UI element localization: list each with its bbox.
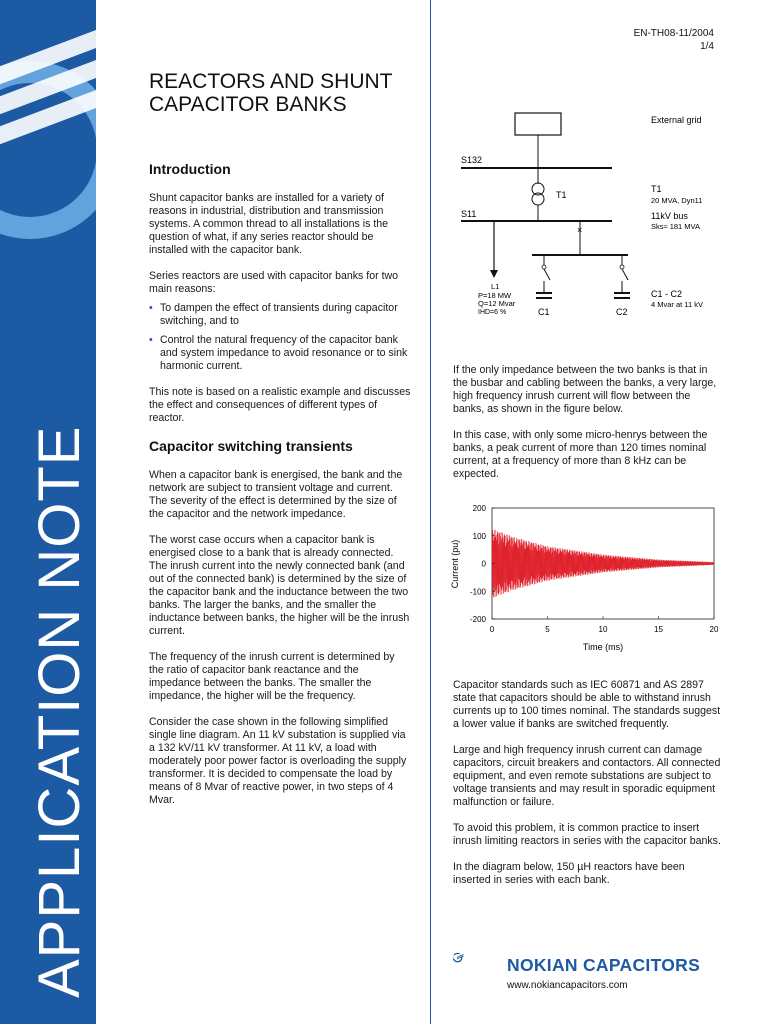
right-paragraph-1: If the only impedance between the two banks is that in the busbar and cabling between the banks, a very large, high frequency inrush current will flow between the banks, as shown in the figure below. xyxy=(453,364,717,415)
bus-11kv-label: 11kV bus xyxy=(651,211,688,221)
x-tick-label: 0 xyxy=(489,625,495,634)
title-line-2: CAPACITOR BANKS xyxy=(149,93,347,116)
right-paragraph-6: In the diagram below, 150 µH reactors have been inserted in series with each bank. xyxy=(453,861,685,886)
switch-c1-icon xyxy=(544,269,550,280)
inrush-series-line xyxy=(492,530,714,597)
external-grid-label: External grid xyxy=(651,115,702,125)
load-q: Q=12 Mvar xyxy=(478,299,516,308)
caps-spec: 4 Mvar at 11 kV xyxy=(651,300,703,309)
y-tick-label: 0 xyxy=(481,559,486,569)
y-tick-label: 200 xyxy=(472,504,486,513)
load-name: L1 xyxy=(491,282,500,291)
t1-label: T1 xyxy=(651,184,662,194)
load-arrow-icon xyxy=(490,270,498,278)
switching-paragraph-2: The worst case occurs when a capacitor bank is energised close to a bank that is already connected. The inrush current into the newly connected bank (and out of the connected bank) is determined by the size of the capacitor bank and the inductance between the two banks. The larger the banks, and the smaller the inductance between banks, the higher will be the inrush current. xyxy=(149,534,410,637)
brand-name: NOKIAN CAPACITORS xyxy=(507,955,701,975)
bullet-icon: • xyxy=(149,334,153,346)
column-divider xyxy=(430,0,431,1024)
inrush-current-trace xyxy=(492,530,714,597)
title-line-1: REACTORS AND SHUNT xyxy=(149,70,393,93)
bus-s132-label: S132 xyxy=(461,155,483,165)
switching-paragraph-4: Consider the case shown in the following simplified single line diagram. An 11 kV substation is supplied via a 132 kV/11 kV transformer. At 11 kV, a load with moderately poor power factor is overloading the supply transformer. It is decided to compensate the load by means of 8 Mvar of reactive power, in two steps of 4 Mvar. xyxy=(149,716,407,806)
page-number: 1/4 xyxy=(700,41,714,52)
doc-code: EN-TH08-11/2004 xyxy=(633,28,714,39)
sidebar-band xyxy=(0,0,96,1024)
load-p: P=18 MW xyxy=(478,291,512,300)
t1-spec: 20 MVA, Dyn11 xyxy=(651,196,703,205)
nokian-logo-icon xyxy=(452,935,512,980)
list-item xyxy=(149,302,411,328)
right-column-upper xyxy=(453,364,723,494)
switching-paragraph-3: The frequency of the inrush current is determined by the ratio of capacitor bank reactance and the impedance between the banks. The smaller the impedance, the higher will be the frequency. xyxy=(149,651,395,702)
x-tick-label: 15 xyxy=(654,625,663,634)
reasons-list xyxy=(149,302,411,373)
single-line-diagram xyxy=(452,100,732,325)
document-reference xyxy=(634,27,714,53)
cap-c2-label: C2 xyxy=(616,307,628,317)
load-thd: IHD=6 % xyxy=(478,309,507,316)
list-item xyxy=(149,334,411,373)
intro-paragraph-2: Series reactors are used with capacitor banks for two main reasons: xyxy=(149,270,399,295)
page-title xyxy=(149,70,392,116)
y-axis-label: Current (pu) xyxy=(450,539,460,589)
caps-label: C1 - C2 xyxy=(651,289,683,299)
inrush-current-chart xyxy=(440,498,730,658)
intro-paragraph-3: This note is based on a realistic example and discusses the effect and consequences of different types of reactor. xyxy=(149,386,411,424)
bus-11kv-spec: Sks≈ 181 MVA xyxy=(651,222,700,231)
right-paragraph-4: Large and high frequency inrush current can damage capacitors, circuit breakers and contactors. All connected equipment, and even remote substations are subject to voltage transients and may result in sporadic equipment malfunction or failure. xyxy=(453,744,721,808)
intro-paragraph-1: Shunt capacitor banks are installed for a variety of reasons in industrial, distribution and transmission systems. A common thread to all installations is the question of what, if any series reactor should be installed with the capacitor bank. xyxy=(149,192,389,256)
brand-url[interactable]: www.nokiancapacitors.com xyxy=(507,980,628,991)
right-paragraph-5: To avoid this problem, it is common practice to insert inrush limiting reactors in series with the capacitor banks. xyxy=(453,822,721,847)
x-tick-label: 10 xyxy=(598,625,608,634)
right-paragraph-2: In this case, with only some micro-henrys between the banks, a peak current of more than 120 times nominal current, at a frequency of more than 8 kHz can be expected. xyxy=(453,429,708,480)
intro-heading: Introduction xyxy=(149,161,231,177)
y-tick-label: -200 xyxy=(469,615,486,624)
switch-c2-icon xyxy=(622,269,628,280)
external-grid-box xyxy=(515,113,561,135)
y-axis-ticks xyxy=(470,504,495,624)
y-tick-label: 100 xyxy=(472,531,486,541)
bullet-text: Control the natural frequency of the capacitor bank and system impedance to avoid resonance or to sink harmonic current. xyxy=(160,334,408,372)
y-tick-label: -100 xyxy=(469,587,486,597)
left-column xyxy=(149,161,411,820)
x-axis-label: Time (ms) xyxy=(582,642,624,652)
right-column-lower xyxy=(453,679,723,900)
cap-c1-label: C1 xyxy=(538,307,550,317)
bullet-icon: • xyxy=(149,302,153,314)
breaker-x-icon: × xyxy=(577,225,583,235)
bullet-text: To dampen the effect of transients during capacitor switching, and to xyxy=(160,302,398,327)
switching-paragraph-1: When a capacitor bank is energised, the bank and the network are subject to transient voltage and current. The severity of the effect is determined by the size of the capacitor and the network impedance. xyxy=(149,469,403,520)
x-tick-label: 5 xyxy=(545,625,550,634)
transformer-label: T1 xyxy=(556,190,567,200)
right-paragraph-3: Capacitor standards such as IEC 60871 and AS 2897 state that capacitors should be able to withstand inrush currents up to 100 times nominal. The standards suggest a lower value if banks are switched frequently. xyxy=(453,679,721,730)
switching-heading: Capacitor switching transients xyxy=(149,438,353,454)
bus-s11-label: S11 xyxy=(461,209,477,219)
vertical-title: APPLICATION NOTE xyxy=(27,425,92,998)
x-tick-label: 20 xyxy=(709,625,719,634)
